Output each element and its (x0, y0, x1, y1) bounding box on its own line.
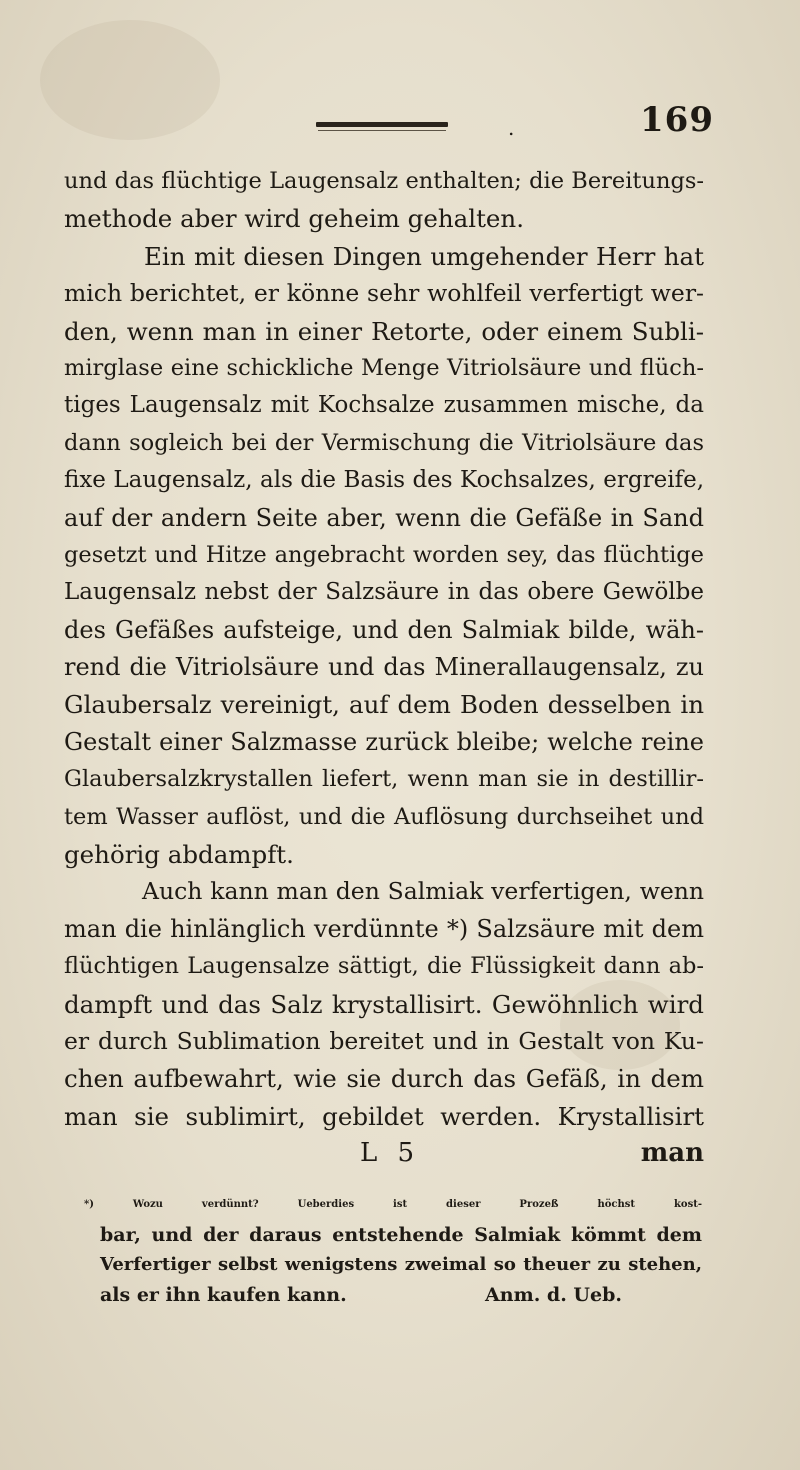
paper-stain (40, 20, 220, 140)
text-line: er durch Sublimation bereitet und in Gestalt von Ku- (64, 1026, 704, 1055)
text-line: methode aber wird geheim gehalten. (64, 204, 524, 234)
text-line: dampft und das Salz krystallisirt. Gewöhnlich wird (64, 989, 704, 1019)
text-line: gehörig abdampft. (64, 840, 294, 870)
footnote-line: bar, und der daraus entstehende Salmiak kömmt dem (100, 1224, 702, 1246)
text-line: gesetzt und Hitze angebracht worden sey, das flüchtige (64, 541, 704, 568)
text-line: Ein mit diesen Dingen umgehender Herr hat (144, 241, 704, 271)
header-separator: . (508, 116, 515, 140)
text-line: Gestalt einer Salzmasse zurück bleibe; welche reine (64, 727, 704, 756)
text-line: dann sogleich bei der Vermischung die Vitriolsäure das (64, 429, 704, 456)
catchword: man (640, 1138, 704, 1168)
footnote (84, 1190, 702, 1310)
footnote-last-text: als er ihn kaufen kann. (100, 1284, 347, 1306)
text-line: auf der andern Seite aber, wenn die Gefäße in Sand (64, 503, 704, 532)
text-line: mirglase eine schickliche Menge Vitriolsäure und flüch- (64, 354, 704, 381)
body-text (64, 163, 704, 1135)
footnote-line (100, 1280, 702, 1310)
text-line: des Gefäßes aufsteige, und den Salmiak bilde, wäh- (64, 615, 704, 644)
header-rule (316, 122, 448, 127)
text-line: rend die Vitriolsäure und das Minerallaugensalz, zu (64, 653, 704, 682)
text-line: chen aufbewahrt, wie sie durch das Gefäß, in dem (64, 1064, 704, 1094)
footnote-attribution: Anm. d. Ueb. (485, 1284, 622, 1306)
text-line: Glaubersalzkrystallen liefert, wenn man sie in destillir- (64, 766, 704, 793)
text-line: Auch kann man den Salmiak verfertigen, wenn (142, 877, 704, 906)
text-line: tem Wasser auflöst, und die Auflösung durchseihet und (64, 803, 704, 830)
text-line: Laugensalz nebst der Salzsäure in das obere Gewölbe (64, 579, 704, 606)
text-line: fixe Laugensalz, als die Basis des Kochsalzes, ergreife, (64, 467, 704, 494)
text-line: den, wenn man in einer Retorte, oder einem Subli- (64, 316, 704, 346)
text-line: man sie sublimirt, gebildet werden. Krystallisirt (64, 1101, 704, 1131)
text-line: mich berichtet, er könne sehr wohlfeil verfertigt wer- (64, 279, 704, 308)
printer-signature: L 5 (360, 1138, 421, 1168)
text-line: tiges Laugensalz mit Kochsalze zusammen mische, da (64, 392, 704, 419)
signature-line (64, 1138, 704, 1175)
footnote-line: *) Wozu verdünnt? Ueberdies ist dieser Prozeß höchst kost- (84, 1199, 702, 1210)
footnote-line: Verfertiger selbst wenigstens zweimal so theuer zu stehen, (100, 1254, 702, 1275)
page-number: 169 (640, 100, 714, 140)
text-line: Glaubersalz vereinigt, auf dem Boden desselben in (64, 690, 704, 720)
header-rule-thin (318, 130, 446, 131)
text-line: und das flüchtige Laugensalz enthalten; die Bereitungs- (64, 168, 704, 194)
text-line: man die hinlänglich verdünnte *) Salzsäure mit dem (64, 914, 704, 943)
text-line: flüchtigen Laugensalze sättigt, die Flüssigkeit dann ab- (64, 953, 704, 980)
